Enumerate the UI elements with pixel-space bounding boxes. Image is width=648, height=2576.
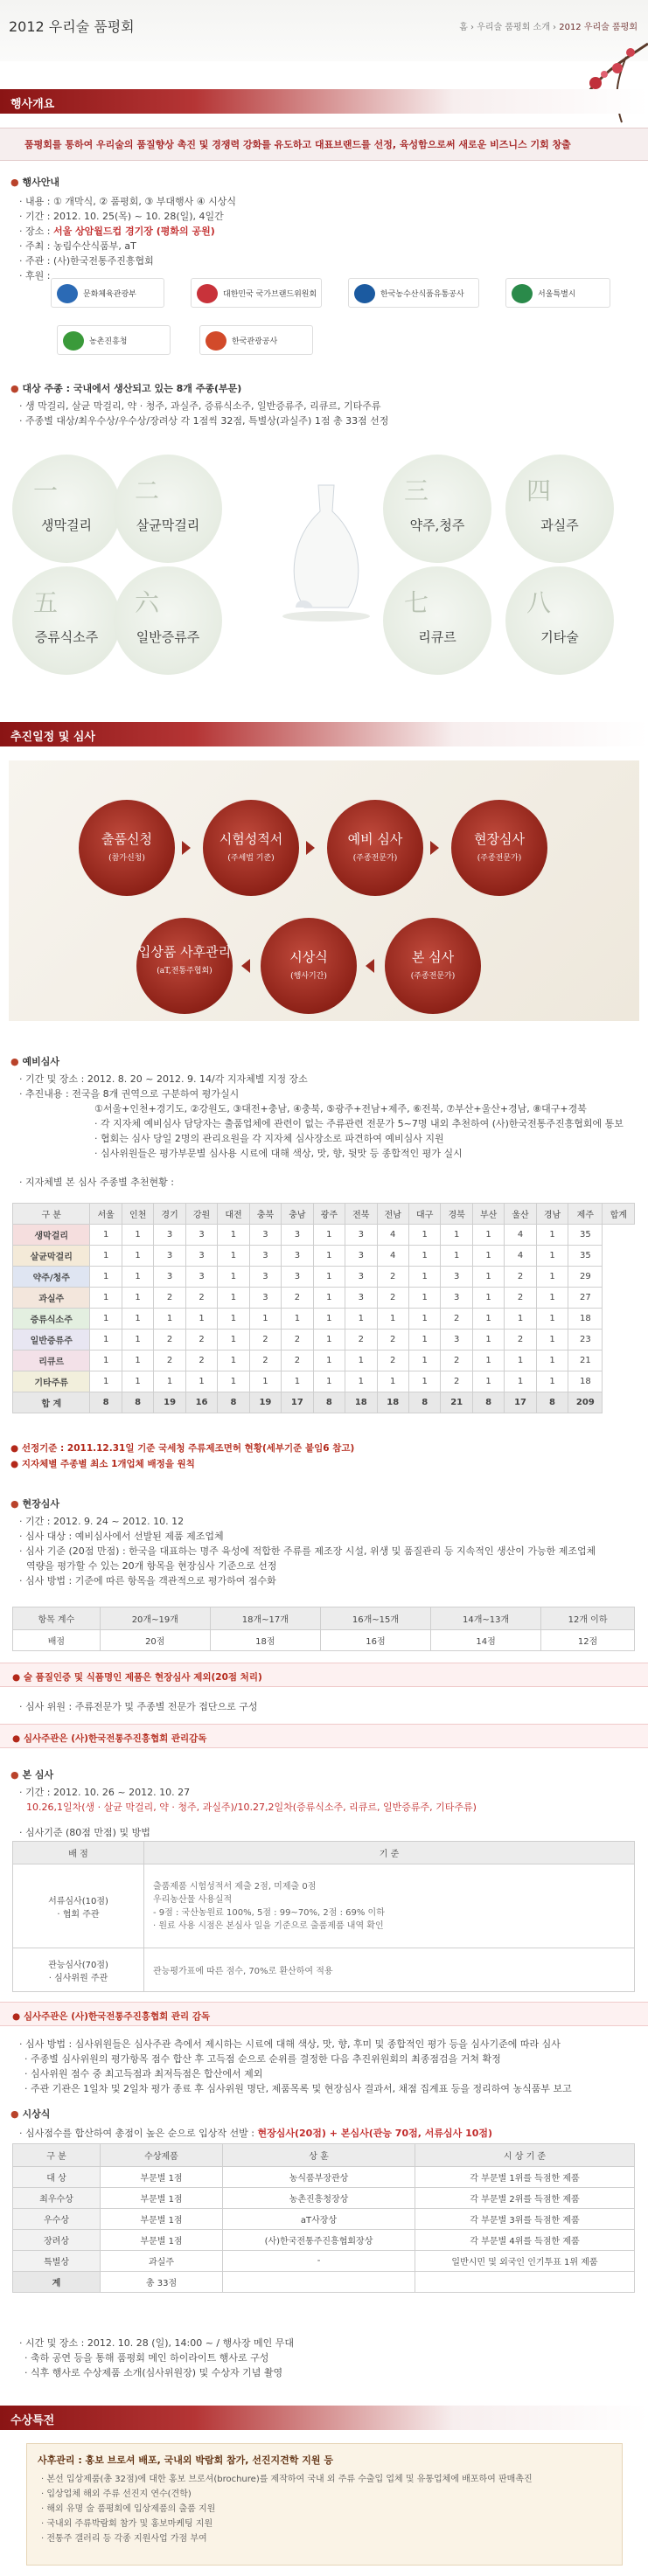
table-cell: 2: [377, 1267, 408, 1288]
table-cell: 1: [218, 1309, 249, 1330]
table-cell: 8: [122, 1392, 153, 1413]
table-cell: 3: [154, 1225, 185, 1246]
table-cell: 1: [90, 1267, 122, 1288]
table-cell: 21: [441, 1392, 472, 1413]
table-cell: 1: [408, 1371, 440, 1392]
main-criteria-table: 배 점 기 준 서류심사(10점) · 협회 주관 출품제품 시험성적서 제출 2점, 미제출 0점 우리농산물 사용실적 - 9점 : 국산농원료 100%, 5점 : 99~70%, 2점 : 69% 이하 · 원료 사용 시점은 본심사 일을 기준으로 출품제품 내역 확인 관능심사(70점) · 심사위원 주관 관능평가표에 따른 점수, 70%로 환산하여 적용: [12, 1841, 635, 1992]
row-category: 약주/청주: [13, 1267, 90, 1288]
table-cell: 2: [154, 1350, 185, 1371]
table-cell: 부문별 1점: [101, 2230, 223, 2251]
table-cell: 1: [345, 1371, 377, 1392]
table-cell: 2: [345, 1330, 377, 1350]
arrow-icon: [430, 841, 439, 855]
table-cell: 3: [441, 1330, 472, 1350]
table-cell: 3: [441, 1267, 472, 1288]
table-cell: 3: [185, 1225, 217, 1246]
table-cell: 3: [282, 1267, 313, 1288]
table-row: [13, 1309, 635, 1330]
type-circle-1: 一 생막걸리: [12, 455, 121, 563]
table-cell: 1: [536, 1309, 568, 1330]
table-cell: 1: [282, 1371, 313, 1392]
table-cell: 2: [377, 1350, 408, 1371]
table-cell: 1: [122, 1309, 153, 1330]
table-cell: 1: [313, 1330, 345, 1350]
table-cell: -: [223, 2251, 415, 2272]
table-cell: 각 부문별 1위를 득점한 제품: [415, 2167, 635, 2188]
table-row: [13, 2167, 635, 2188]
table-cell: 1: [505, 1371, 536, 1392]
type-circle-2: 二 살균막걸리: [114, 455, 222, 563]
table-cell: 2: [441, 1350, 472, 1371]
table-cell: 2: [441, 1309, 472, 1330]
table-cell: 농촌진흥청장상: [223, 2188, 415, 2209]
table-header: 합계: [603, 1204, 635, 1225]
table-cell: 1: [536, 1330, 568, 1350]
table-cell: 3: [249, 1288, 281, 1309]
table-cell: 농식품부장관상: [223, 2167, 415, 2188]
table-cell: 1: [536, 1246, 568, 1267]
table-cell: 21: [568, 1350, 603, 1371]
table-header: 부산: [472, 1204, 504, 1225]
step-prelim: 예비 심사 (주종전문가): [327, 800, 423, 896]
table-header: 광주: [313, 1204, 345, 1225]
table-row: [13, 2230, 635, 2251]
table-header: 인천: [122, 1204, 153, 1225]
sponsor-logo-mcst: 문화체육관광부: [51, 278, 164, 308]
table-cell: 1: [218, 1371, 249, 1392]
table-cell: 16: [185, 1392, 217, 1413]
table-cell: 8: [218, 1392, 249, 1413]
type-circle-6: 六 일반증류주: [114, 566, 222, 675]
table-cell: 1: [218, 1350, 249, 1371]
step-test-report: 시험성적서 (주세법 기준): [203, 800, 299, 896]
table-cell: 8: [472, 1392, 504, 1413]
sponsor-logo-rda: 농촌진흥청: [57, 325, 171, 355]
table-cell: 2: [154, 1288, 185, 1309]
arrow-icon: [182, 841, 191, 855]
type-circle-4: 四 과실주: [505, 455, 614, 563]
table-cell: 1: [313, 1350, 345, 1371]
table-cell: 1: [472, 1350, 504, 1371]
plum-blossom-decoration: [543, 35, 648, 140]
table-header: 강원: [185, 1204, 217, 1225]
field-note-2: ● 심사주관은 (사)한국전통주진흥협회 관리감독: [0, 1724, 648, 1748]
row-category: 증류식소주: [13, 1309, 90, 1330]
table-header: 울산: [505, 1204, 536, 1225]
row-category: 리큐르: [13, 1350, 90, 1371]
table-row: [13, 1288, 635, 1309]
table-cell: 1: [536, 1371, 568, 1392]
arrow-icon: [241, 959, 250, 973]
table-cell: 1: [408, 1246, 440, 1267]
page-title: 2012 우리술 품평회: [9, 18, 135, 35]
table-header: 대전: [218, 1204, 249, 1225]
table-cell: 27: [568, 1288, 603, 1309]
table-cell: 부문별 1점: [101, 2188, 223, 2209]
table-cell: 1: [313, 1267, 345, 1288]
table-cell: 18: [568, 1371, 603, 1392]
table-cell: 1: [472, 1330, 504, 1350]
table-header: 경기: [154, 1204, 185, 1225]
event-info: ● 행사안내 · 내용 : ① 개막식, ② 품평회, ③ 부대행사 ④ 시상식 · 기간 : 2012. 10. 25(목) ~ 10. 28(일), 4일간 · 장소 : 서울 상암월드컵 경기장 (평화의 공원) · 주최 : 농림수산식품부, aT · 주관 : (사)한국전통주진흥협회 · 후원 :: [10, 177, 237, 281]
arrow-icon: [366, 959, 374, 973]
table-cell: 1: [472, 1225, 504, 1246]
table-row: [13, 1246, 635, 1267]
table-cell: 3: [282, 1246, 313, 1267]
table-cell: 1: [90, 1246, 122, 1267]
table-header: 경북: [441, 1204, 472, 1225]
table-cell: 19: [249, 1392, 281, 1413]
table-cell: 3: [249, 1246, 281, 1267]
table-cell: 1: [122, 1371, 153, 1392]
table-cell: 8: [408, 1392, 440, 1413]
table-cell: 2: [505, 1330, 536, 1350]
table-cell: 1: [154, 1309, 185, 1330]
row-category: 합 계: [13, 1392, 90, 1413]
table-cell: 1: [218, 1225, 249, 1246]
table-cell: 3: [441, 1288, 472, 1309]
table-row: [13, 2209, 635, 2230]
table-row: [13, 2188, 635, 2209]
table-cell: 8: [536, 1392, 568, 1413]
table-cell: 3: [345, 1246, 377, 1267]
table-row: [13, 1371, 635, 1392]
table-cell: 1: [90, 1330, 122, 1350]
table-cell: 1: [505, 1350, 536, 1371]
table-cell: 1: [218, 1246, 249, 1267]
table-cell: 1: [408, 1267, 440, 1288]
table-cell: 3: [345, 1225, 377, 1246]
table-cell: 부문별 1점: [101, 2209, 223, 2230]
prelim-notes: ● 선정기준 : 2011.12.31일 기준 국세청 주류제조면허 현황(세부기준 붙임6 참고) ● 지자체별 주종별 최소 1개업체 배정을 원칙: [10, 1443, 355, 1469]
table-cell: 1: [313, 1225, 345, 1246]
table-header: 경남: [536, 1204, 568, 1225]
table-header: 서울: [90, 1204, 122, 1225]
table-cell: 1: [536, 1288, 568, 1309]
table-cell: 4: [377, 1246, 408, 1267]
table-cell: 1: [122, 1246, 153, 1267]
table-cell: 1: [408, 1288, 440, 1309]
table-cell: 3: [282, 1225, 313, 1246]
table-cell: 8: [90, 1392, 122, 1413]
section-process-header: 추진일정 및 심사: [0, 722, 648, 746]
table-cell: 8: [313, 1392, 345, 1413]
table-cell: 17: [282, 1392, 313, 1413]
special-benefits-box: 사후관리 : 홍보 브로셔 배포, 국내외 박람회 참가, 선진지견학 지원 등 · 본선 입상제품(총 32점)에 대한 홍보 브로셔(brochure)를 제작하여 국내 외 주류 수출입 업체 및 유통업체에 배포하여 판매촉진 · 입상업체 해외 주류 선진지 연수(견학) · 해외 유명 술 품평회에 입상제품의 출품 지원 · 국내외 주류박람회 참가 및 홍보마케팅 지원 · 전통주 갤러리 등 각종 지원사업 가점 부여: [26, 2443, 623, 2566]
table-cell: 각 부문별 4위를 득점한 제품: [415, 2230, 635, 2251]
table-cell: 1: [249, 1371, 281, 1392]
row-category: 일반증류주: [13, 1330, 90, 1350]
field-section: ● 현장심사 · 기간 : 2012. 9. 24 ~ 2012. 10. 12 · 심사 대상 : 예비심사에서 선발된 제품 제조업체 · 심사 기준 (20점 만점) : 한국을 대표하는 명주 육성에 적합한 주류를 제조장 시설, 위생 및 품질관리 등 지속적인 생산이 가능한 제조업체 역량을 평가할 수 있는 20개 항목을 현장심사 기준으로 선정 · 심사 방법 : 기준에 따른 항목을 객관적으로 평가하여 점수화: [10, 1498, 596, 1587]
table-cell: 1: [345, 1350, 377, 1371]
table-cell: 2: [505, 1288, 536, 1309]
table-cell: 특별상: [13, 2251, 101, 2272]
table-cell: 1: [218, 1267, 249, 1288]
table-cell: aT사장상: [223, 2209, 415, 2230]
table-cell: 1: [505, 1309, 536, 1330]
table-cell: 19: [154, 1392, 185, 1413]
table-cell: 1: [472, 1246, 504, 1267]
table-cell: 1: [408, 1225, 440, 1246]
type-circle-3: 三 약주,청주: [383, 455, 491, 563]
table-cell: 각 부문별 2위를 득점한 제품: [415, 2188, 635, 2209]
prelim-table: [12, 1203, 635, 1413]
table-cell: 3: [249, 1267, 281, 1288]
table-cell: 1: [472, 1371, 504, 1392]
table-cell: 4: [505, 1225, 536, 1246]
table-cell: 2: [185, 1288, 217, 1309]
table-cell: 1: [90, 1225, 122, 1246]
table-row: [13, 1225, 635, 1246]
step-award: 시상식 (행사기간): [261, 918, 357, 1014]
table-cell: 3: [345, 1288, 377, 1309]
table-cell: 2: [505, 1267, 536, 1288]
table-cell: 우수상: [13, 2209, 101, 2230]
step-field: 현장심사 (주종전문가): [451, 800, 547, 896]
table-cell: 1: [185, 1309, 217, 1330]
arrow-icon: [306, 841, 315, 855]
table-cell: 2: [282, 1288, 313, 1309]
table-cell: 1: [377, 1371, 408, 1392]
main-method: · 심사 방법 : 심사위원들은 심사주관 측에서 제시하는 시료에 대해 색상, 맛, 향, 후미 및 종합적인 평가 등을 심사기준에 따라 심사 · 주종별 심사위원의 평가항목 점수 합산 후 고득점 순으로 순위를 결정한 다음 추진위원회의 최종점검을 거쳐 확정 · 심사위원 점수 중 최고득점과 최저득점은 합산에서 제외 · 주관 기관은 1일차 및 2일차 평가 종료 후 심사위원 명단, 제품목록 및 현장심사 결과서, 채점 집계표 등을 정리하여 농식품부 보고: [19, 2038, 572, 2094]
table-cell: 1: [313, 1288, 345, 1309]
step-apply: 출품신청 (참가신청): [79, 800, 175, 896]
table-cell: 일반시민 및 외국인 인기투표 1위 제품: [415, 2251, 635, 2272]
table-cell: 2: [185, 1350, 217, 1371]
intro-text: 품평회를 통하여 우리술의 품질향상 촉진 및 경쟁력 강화를 유도하고 대표브랜드를 선정, 육성함으로써 새로운 비즈니스 기회 창출: [0, 128, 648, 161]
sponsor-logo-brand: 대한민국 국가브랜드위원회: [191, 278, 322, 308]
table-cell: 1: [282, 1309, 313, 1330]
table-cell: 2: [377, 1288, 408, 1309]
row-category: 생막걸리: [13, 1225, 90, 1246]
table-cell: 1: [122, 1350, 153, 1371]
table-cell: 1: [122, 1330, 153, 1350]
table-cell: 1: [313, 1246, 345, 1267]
target-types: ● 대상 주종 : 국내에서 생산되고 있는 8개 주종(부문) · 생 막걸리, 살균 막걸리, 약 · 청주, 과실주, 증류식소주, 일반증류주, 리큐르, 기타주류 · 주종별 대상/최우수상/우수상/장려상 각 1점씩 32점, 특별상(과실주) 1점 총 33점 선정: [10, 383, 389, 427]
table-cell: 1: [377, 1309, 408, 1330]
row-category: 살균막걸리: [13, 1246, 90, 1267]
table-cell: 1: [122, 1267, 153, 1288]
white-porcelain-bottle-image: [278, 476, 374, 625]
type-circle-8: 八 기타술: [505, 566, 614, 675]
table-header: 대구: [408, 1204, 440, 1225]
table-cell: 최우수상: [13, 2188, 101, 2209]
type-circle-7: 七 리큐르: [383, 566, 491, 675]
type-circle-5: 五 증류식소주: [12, 566, 121, 675]
table-cell: 18: [377, 1392, 408, 1413]
table-header: 충남: [282, 1204, 313, 1225]
table-cell: 1: [408, 1330, 440, 1350]
table-cell: 1: [218, 1288, 249, 1309]
section-special-header: 수상특전: [0, 2406, 648, 2430]
table-row: [13, 1350, 635, 1371]
table-cell: 2: [282, 1330, 313, 1350]
table-cell: 3: [345, 1267, 377, 1288]
table-cell: 18: [568, 1309, 603, 1330]
table-header: 전북: [345, 1204, 377, 1225]
table-cell: 1: [536, 1225, 568, 1246]
table-cell: 35: [568, 1225, 603, 1246]
table-cell: 2: [282, 1350, 313, 1371]
row-category: 과실주: [13, 1288, 90, 1309]
field-judges: · 심사 위원 : 주류전문가 및 주종별 전문가 접단으로 구성: [19, 1701, 258, 1712]
table-cell: 4: [377, 1225, 408, 1246]
table-cell: 35: [568, 1246, 603, 1267]
table-cell: 17: [505, 1392, 536, 1413]
table-cell: 4: [505, 1246, 536, 1267]
table-cell: 1: [472, 1288, 504, 1309]
table-header: 구 분: [13, 1204, 90, 1225]
table-cell: 장려상: [13, 2230, 101, 2251]
table-cell: 3: [154, 1267, 185, 1288]
table-cell: 1: [313, 1371, 345, 1392]
table-cell: 2: [441, 1371, 472, 1392]
table-cell: 1: [249, 1309, 281, 1330]
table-cell: 3: [185, 1267, 217, 1288]
table-cell: 1: [90, 1371, 122, 1392]
sponsor-logo-at: 한국농수산식품유통공사: [348, 278, 479, 308]
table-cell: 3: [154, 1246, 185, 1267]
table-cell: 23: [568, 1330, 603, 1350]
table-cell: 2: [185, 1330, 217, 1350]
main-note: ● 심사주관은 (사)한국전통주진흥협회 관리 감독: [0, 2002, 648, 2026]
table-cell: 1: [122, 1288, 153, 1309]
table-cell: 1: [441, 1225, 472, 1246]
table-sum-row: [13, 1392, 635, 1413]
table-cell: (사)한국전통주진흥협회장상: [223, 2230, 415, 2251]
table-cell: 2: [377, 1330, 408, 1350]
table-cell: 1: [441, 1246, 472, 1267]
table-cell: 1: [90, 1309, 122, 1330]
table-cell: 1: [218, 1330, 249, 1350]
award-ceremony: · 시간 및 장소 : 2012. 10. 28 (일), 14:00 ~ / 행사장 메인 무대 · 축하 공연 등을 통해 품평회 메인 하이라이트 행사로 구성 · 식후 행사로 수상제품 소개(심사위원장) 및 수상자 기념 촬영: [19, 2337, 294, 2378]
table-cell: 1: [90, 1288, 122, 1309]
table-cell: 1: [185, 1371, 217, 1392]
sponsor-logo-seoul: 서울특별시: [505, 278, 610, 308]
table-cell: 209: [568, 1392, 603, 1413]
award-table: 구 분 수상제품 상 훈 시 상 기 준 대 상 부문별 1점 농식품부장관상 각 부문별 1위를 득점한 제품 최우수상 부문별 1점 농촌진흥청장상 각 부문별 2위를 득점한 제품 우수상 부문별 1점 aT사장상 각 부문별 3위를 득점한 제품 장려상 부문별 1점 (사)한국전통주진흥협회장상 각 부문별 4위를 득점한 제품 특별상 과실주 - 일반시민 및 외국인 인기투표 1위 제품 계 총 33점: [12, 2143, 635, 2293]
table-cell: 1: [536, 1350, 568, 1371]
table-row: [13, 2251, 635, 2272]
table-header: 제주: [568, 1204, 603, 1225]
table-row: [13, 1330, 635, 1350]
table-cell: 과실주: [101, 2251, 223, 2272]
table-cell: 1: [345, 1309, 377, 1330]
step-aftercare: 입상품 사후관리 (aT,전통주협회): [136, 918, 233, 1014]
table-cell: 2: [249, 1350, 281, 1371]
table-cell: 1: [472, 1267, 504, 1288]
field-note-1: ● 술 품질인증 및 식품명인 제품은 현장심사 제외(20점 처리): [0, 1663, 648, 1687]
table-cell: 각 부문별 3위를 득점한 제품: [415, 2209, 635, 2230]
step-main: 본 심사 (주종전문가): [385, 918, 481, 1014]
table-cell: 1: [122, 1225, 153, 1246]
table-row: [13, 1267, 635, 1288]
table-cell: 2: [249, 1330, 281, 1350]
table-cell: 3: [185, 1246, 217, 1267]
section-overview-header: 행사개요: [0, 89, 648, 114]
table-cell: 1: [472, 1309, 504, 1330]
table-cell: 2: [154, 1330, 185, 1350]
table-cell: 1: [313, 1309, 345, 1330]
breadcrumb: 홈 › 우리술 품평회 소개 › 2012 우리술 품평회: [459, 23, 638, 32]
table-cell: 부문별 1점: [101, 2167, 223, 2188]
table-cell: 29: [568, 1267, 603, 1288]
table-cell: 1: [154, 1371, 185, 1392]
main-judging-section: ● 본 심사 · 기간 : 2012. 10. 26 ~ 2012. 10. 27 10.26,1일차(생 · 살균 막걸리, 약 · 청주, 과실주)/10.27,2일차(증류식소주, 리큐르, 일반증류주, 기타주류) · 심사기준 (80점 만점) 및 방법: [10, 1769, 477, 1838]
prelim-section: ● 예비심사 · 기간 및 장소 : 2012. 8. 20 ~ 2012. 9. 14/각 지자체별 지정 장소 · 추진내용 : 전국을 8개 권역으로 구분하여 평가실시 ①서울+인천+경기도, ②강원도, ③대전+충남, ④충북, ⑤광주+전남+제주, ⑥전북, ⑦부산+울산+경남, ⑧대구+경북 · 각 지자체 예비심사 담당자는 출품업체에 관련이 없는 주류관련 전문가 5~7명 내외 추천하여 (사)한국전통주진흥협회에 통보 · 협회는 심사 당일 2명의 관리요원을 각 지자체 심사장소로 파견하여 예비심사 지원 · 심사위원들은 평가부문별 심사용 시료에 대해 색상, 맛, 향, 뒷맛 등 종합적인 평가 실시 · 지자체별 본 심사 주종별 추천현황 :: [10, 1056, 624, 1188]
table-cell: 3: [249, 1225, 281, 1246]
table-cell: 1: [408, 1350, 440, 1371]
table-cell: 1: [536, 1267, 568, 1288]
table-cell: 18: [345, 1392, 377, 1413]
table-header: 충북: [249, 1204, 281, 1225]
table-cell: 1: [408, 1309, 440, 1330]
award-section: ● 시상식 · 심사점수를 합산하여 총점이 높은 순으로 입상작 선발 : 현장심사(20점) + 본심사(관능 70점, 서류심사 10점): [10, 2108, 493, 2139]
table-cell: 1: [90, 1350, 122, 1371]
sponsor-logo-kto: 한국관광공사: [199, 325, 313, 355]
table-header: 전남: [377, 1204, 408, 1225]
field-score-table: 항목 계수 20개~19개 18개~17개 16개~15개 14개~13개 12개 이하 배점 20점 18점 16점 14점 12점: [12, 1607, 635, 1651]
table-cell: 대 상: [13, 2167, 101, 2188]
row-category: 기타주류: [13, 1371, 90, 1392]
